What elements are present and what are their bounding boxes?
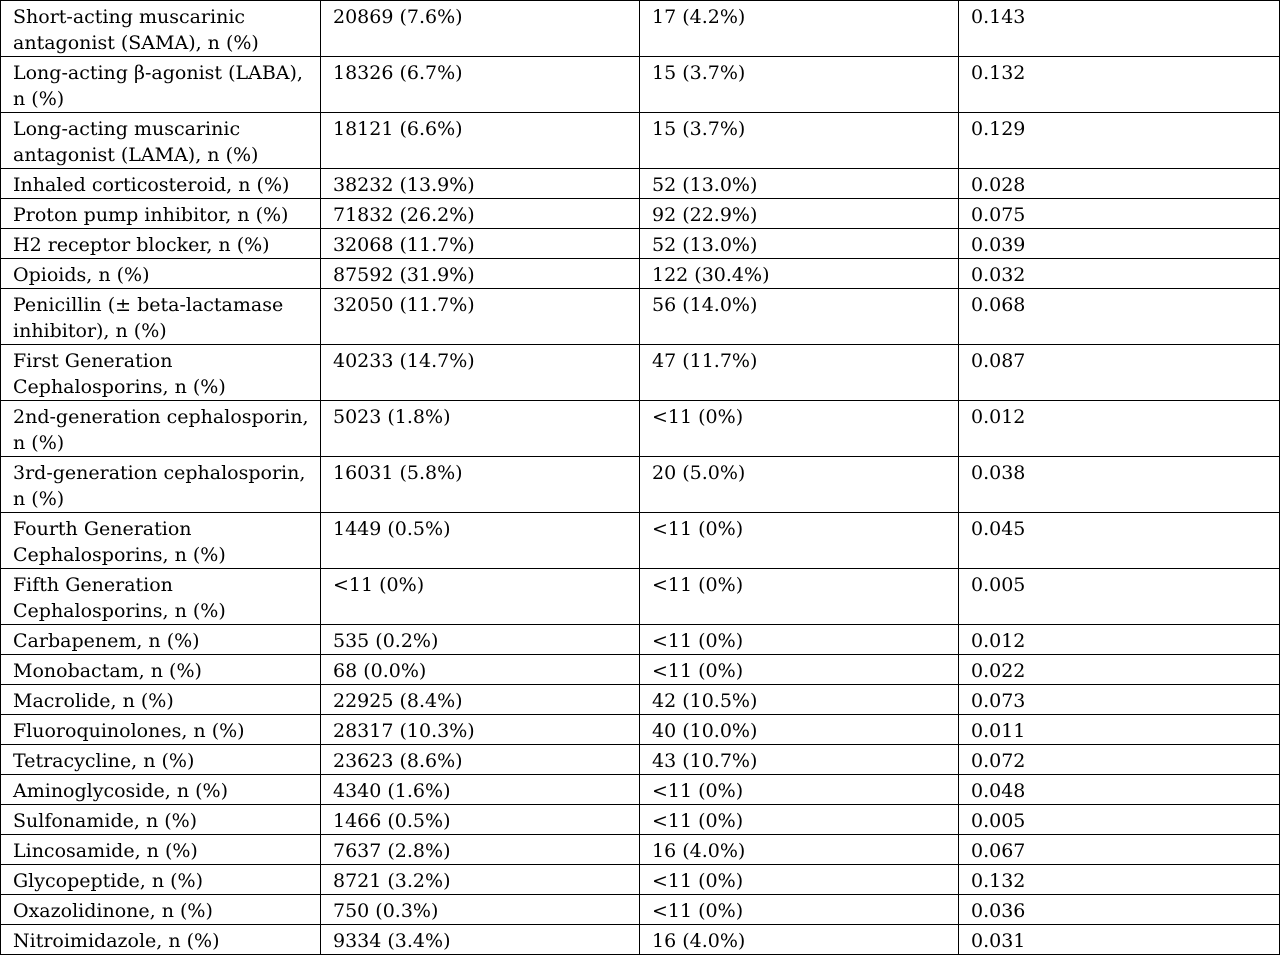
medication-label-cell: Short-acting muscarinic antagonist (SAMA), n (%) xyxy=(1,1,321,57)
column-2-cell: 32050 (11.7%) xyxy=(321,289,640,345)
table-row xyxy=(1,625,1280,655)
column-4-cell: 0.012 xyxy=(959,625,1280,655)
medication-label-cell: Opioids, n (%) xyxy=(1,259,321,289)
column-2-cell: 87592 (31.9%) xyxy=(321,259,640,289)
table-row xyxy=(1,169,1280,199)
medication-label-cell: Oxazolidinone, n (%) xyxy=(1,895,321,925)
column-3-cell: <11 (0%) xyxy=(640,775,959,805)
medication-label-cell: Macrolide, n (%) xyxy=(1,685,321,715)
column-2-cell: 38232 (13.9%) xyxy=(321,169,640,199)
column-3-cell: 15 (3.7%) xyxy=(640,57,959,113)
column-4-cell: 0.032 xyxy=(959,259,1280,289)
medication-label-cell: Long-acting muscarinic antagonist (LAMA), n (%) xyxy=(1,113,321,169)
medication-label-cell: 2nd-generation cephalosporin, n (%) xyxy=(1,401,321,457)
column-3-cell: <11 (0%) xyxy=(640,895,959,925)
column-4-cell: 0.036 xyxy=(959,895,1280,925)
medication-label-cell: Proton pump inhibitor, n (%) xyxy=(1,199,321,229)
table-row xyxy=(1,925,1280,955)
table-row xyxy=(1,513,1280,569)
table-row xyxy=(1,569,1280,625)
column-2-cell: 1466 (0.5%) xyxy=(321,805,640,835)
table-row xyxy=(1,457,1280,513)
medication-label-cell: Penicillin (± beta-lactamase inhibitor), n (%) xyxy=(1,289,321,345)
medication-label-cell: Fifth Generation Cephalosporins, n (%) xyxy=(1,569,321,625)
column-4-cell: 0.039 xyxy=(959,229,1280,259)
column-2-cell: 22925 (8.4%) xyxy=(321,685,640,715)
column-2-cell: 4340 (1.6%) xyxy=(321,775,640,805)
table-row xyxy=(1,865,1280,895)
column-2-cell: 9334 (3.4%) xyxy=(321,925,640,955)
column-4-cell: 0.072 xyxy=(959,745,1280,775)
medication-label-cell: Sulfonamide, n (%) xyxy=(1,805,321,835)
column-3-cell: 16 (4.0%) xyxy=(640,925,959,955)
table-row xyxy=(1,805,1280,835)
table-row xyxy=(1,345,1280,401)
medication-label-cell: Inhaled corticosteroid, n (%) xyxy=(1,169,321,199)
column-3-cell: <11 (0%) xyxy=(640,655,959,685)
column-3-cell: <11 (0%) xyxy=(640,805,959,835)
column-4-cell: 0.031 xyxy=(959,925,1280,955)
column-2-cell: 18326 (6.7%) xyxy=(321,57,640,113)
medication-label-cell: Fourth Generation Cephalosporins, n (%) xyxy=(1,513,321,569)
table-row xyxy=(1,57,1280,113)
column-2-cell: 71832 (26.2%) xyxy=(321,199,640,229)
column-4-cell: 0.005 xyxy=(959,569,1280,625)
medication-label-cell: Lincosamide, n (%) xyxy=(1,835,321,865)
column-3-cell: 52 (13.0%) xyxy=(640,169,959,199)
table-row xyxy=(1,895,1280,925)
column-2-cell: <11 (0%) xyxy=(321,569,640,625)
column-3-cell: <11 (0%) xyxy=(640,401,959,457)
medication-label-cell: First Generation Cephalosporins, n (%) xyxy=(1,345,321,401)
column-4-cell: 0.045 xyxy=(959,513,1280,569)
column-3-cell: 40 (10.0%) xyxy=(640,715,959,745)
column-2-cell: 32068 (11.7%) xyxy=(321,229,640,259)
column-3-cell: 122 (30.4%) xyxy=(640,259,959,289)
column-2-cell: 750 (0.3%) xyxy=(321,895,640,925)
table-row xyxy=(1,745,1280,775)
column-3-cell: <11 (0%) xyxy=(640,513,959,569)
column-4-cell: 0.143 xyxy=(959,1,1280,57)
medication-label-cell: 3rd-generation cephalosporin, n (%) xyxy=(1,457,321,513)
table-row xyxy=(1,775,1280,805)
medication-label-cell: Glycopeptide, n (%) xyxy=(1,865,321,895)
column-3-cell: <11 (0%) xyxy=(640,865,959,895)
column-2-cell: 8721 (3.2%) xyxy=(321,865,640,895)
table-row xyxy=(1,715,1280,745)
table-row xyxy=(1,199,1280,229)
table-row xyxy=(1,655,1280,685)
table-row xyxy=(1,289,1280,345)
medication-label-cell: Tetracycline, n (%) xyxy=(1,745,321,775)
medication-label-cell: Carbapenem, n (%) xyxy=(1,625,321,655)
column-2-cell: 28317 (10.3%) xyxy=(321,715,640,745)
column-4-cell: 0.048 xyxy=(959,775,1280,805)
table-row xyxy=(1,835,1280,865)
column-3-cell: 56 (14.0%) xyxy=(640,289,959,345)
column-2-cell: 68 (0.0%) xyxy=(321,655,640,685)
medication-label-cell: Long-acting β-agonist (LABA), n (%) xyxy=(1,57,321,113)
column-4-cell: 0.022 xyxy=(959,655,1280,685)
column-4-cell: 0.132 xyxy=(959,865,1280,895)
column-4-cell: 0.087 xyxy=(959,345,1280,401)
table-row xyxy=(1,113,1280,169)
column-2-cell: 20869 (7.6%) xyxy=(321,1,640,57)
column-4-cell: 0.073 xyxy=(959,685,1280,715)
column-2-cell: 18121 (6.6%) xyxy=(321,113,640,169)
column-3-cell: 92 (22.9%) xyxy=(640,199,959,229)
table-row xyxy=(1,229,1280,259)
column-3-cell: 17 (4.2%) xyxy=(640,1,959,57)
column-2-cell: 16031 (5.8%) xyxy=(321,457,640,513)
column-4-cell: 0.129 xyxy=(959,113,1280,169)
medication-label-cell: Fluoroquinolones, n (%) xyxy=(1,715,321,745)
table-body xyxy=(1,1,1280,955)
column-3-cell: 47 (11.7%) xyxy=(640,345,959,401)
table-row xyxy=(1,685,1280,715)
medication-label-cell: Monobactam, n (%) xyxy=(1,655,321,685)
table-row xyxy=(1,401,1280,457)
column-4-cell: 0.012 xyxy=(959,401,1280,457)
medication-label-cell: Aminoglycoside, n (%) xyxy=(1,775,321,805)
column-2-cell: 23623 (8.6%) xyxy=(321,745,640,775)
column-3-cell: 43 (10.7%) xyxy=(640,745,959,775)
column-4-cell: 0.075 xyxy=(959,199,1280,229)
table-row xyxy=(1,1,1280,57)
column-4-cell: 0.068 xyxy=(959,289,1280,345)
column-4-cell: 0.067 xyxy=(959,835,1280,865)
column-3-cell: <11 (0%) xyxy=(640,625,959,655)
column-3-cell: 52 (13.0%) xyxy=(640,229,959,259)
column-3-cell: <11 (0%) xyxy=(640,569,959,625)
column-4-cell: 0.011 xyxy=(959,715,1280,745)
medication-label-cell: Nitroimidazole, n (%) xyxy=(1,925,321,955)
column-2-cell: 7637 (2.8%) xyxy=(321,835,640,865)
table-row xyxy=(1,259,1280,289)
column-3-cell: 16 (4.0%) xyxy=(640,835,959,865)
column-2-cell: 40233 (14.7%) xyxy=(321,345,640,401)
column-3-cell: 15 (3.7%) xyxy=(640,113,959,169)
column-4-cell: 0.005 xyxy=(959,805,1280,835)
column-3-cell: 42 (10.5%) xyxy=(640,685,959,715)
medication-label-cell: H2 receptor blocker, n (%) xyxy=(1,229,321,259)
column-4-cell: 0.028 xyxy=(959,169,1280,199)
column-4-cell: 0.038 xyxy=(959,457,1280,513)
column-2-cell: 5023 (1.8%) xyxy=(321,401,640,457)
column-2-cell: 535 (0.2%) xyxy=(321,625,640,655)
column-2-cell: 1449 (0.5%) xyxy=(321,513,640,569)
column-3-cell: 20 (5.0%) xyxy=(640,457,959,513)
column-4-cell: 0.132 xyxy=(959,57,1280,113)
